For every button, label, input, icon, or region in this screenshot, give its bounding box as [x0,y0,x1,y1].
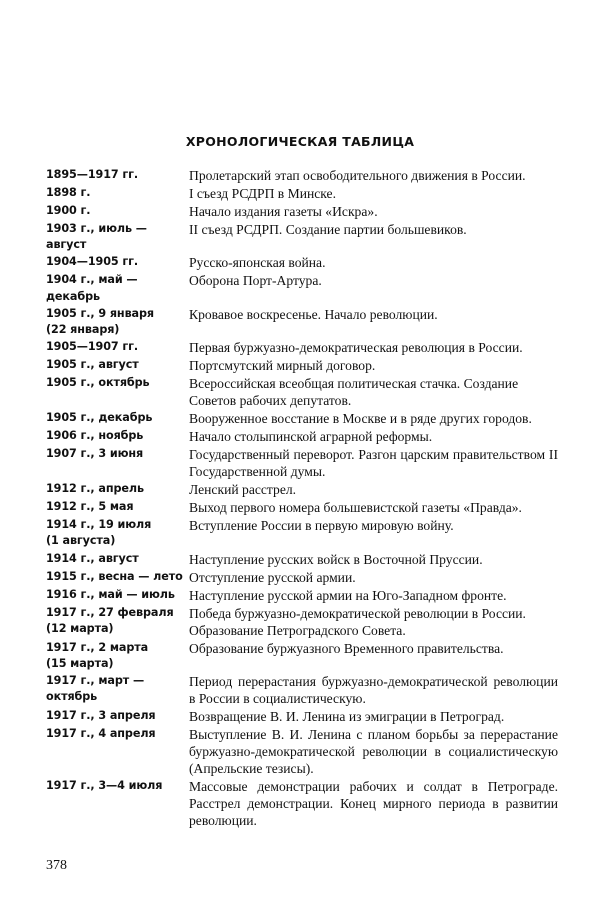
page-number: 378 [46,858,67,873]
row-date: 1912 г., апрель [46,482,144,496]
row-date: 1914 г., август [46,551,139,565]
table-row [46,254,558,271]
table-row [46,357,558,374]
table-row [46,446,558,480]
row-date: 1904 г., май — декабрь [46,273,138,303]
row-date: 1905 г., 9 января (22 января) [46,306,154,337]
row-event: II съезд РСДРП. Создание партии большевиков. [189,222,467,237]
row-date: 1904—1905 гг. [46,255,138,269]
row-event: Наступление русской армии на Юго-Западном фронте. [189,587,507,603]
row-event: Образование буржуазного Временного правительства. [189,640,504,656]
table-row [46,517,558,549]
row-event: I съезд РСДРП в Минске. [189,186,336,201]
table-row [46,551,558,568]
table-row [46,272,558,304]
table-row [46,587,558,604]
row-date: 1898 г. [46,186,91,199]
row-event: Возвращение В. И. Ленина из эмиграции в Петроград. [189,709,505,725]
row-date: 1905 г., октябрь [46,376,150,390]
row-event: Кровавое воскресенье. Начало революции. [189,306,438,322]
table-row [46,410,558,427]
table-row [46,306,558,338]
row-event: Русско-японская война. [189,255,326,271]
table-row [46,640,558,672]
row-date: 1917 г., март — октябрь [46,674,145,704]
row-event: Победа буржуазно-демократической революции в России. Образование Петроградского Совета. [189,605,526,638]
table-row [46,375,558,409]
row-event: Вооруженное восстание в Москве и в ряде других городов. [189,411,532,427]
table-row [46,203,558,220]
table-row [46,499,558,516]
row-date: 1917 г., 4 апреля [46,727,156,741]
row-date: 1917 г., 3—4 июля [46,779,163,793]
row-date: 1895—1917 гг. [46,168,138,181]
table-row [46,167,558,184]
table-row [46,221,558,253]
row-event: Наступление русских войск в Восточной Пруссии. [189,551,483,567]
row-event: Государственный переворот. Разгон царским правительством II Государственной думы. [189,447,558,480]
row-event: Начало издания газеты «Искра». [189,204,378,219]
row-event: Оборона Порт-Артура. [189,273,322,289]
row-date: 1917 г., 3 апреля [46,709,156,723]
row-event: Всероссийская всеобщая политическая стачка. Создание Советов рабочих депутатов. [189,376,519,409]
row-event: Период перерастания буржуазно-демократической революции в России в социалистическую. [189,674,558,707]
row-event: Портсмутский мирный договор. [189,358,376,374]
table-row [46,569,558,586]
row-date: 1905 г., декабрь [46,411,153,425]
table-row [46,778,558,829]
row-event: Начало столыпинской аграрной реформы. [189,429,433,445]
row-date: 1916 г., май — июль [46,587,175,601]
page-title: ХРОНОЛОГИЧЕСКАЯ ТАБЛИЦА [185,134,415,149]
table-row [46,339,558,356]
row-date: 1912 г., 5 мая [46,500,134,514]
row-date: 1915 г., весна — лето [46,569,183,583]
table-row [46,673,558,707]
row-event: Вступление России в первую мировую войну. [189,518,454,534]
table-row [46,428,558,445]
row-date: 1907 г., 3 июня [46,447,144,461]
row-event: Пролетарский этап освободительного движения в России. [189,168,526,183]
row-event: Ленский расстрел. [189,482,297,498]
table-row [46,481,558,498]
row-event: Массовые демонстрации рабочих и солдат в Петрограде. Расстрел демонстрации. Конец мирного периода в развитии революции. [189,779,558,829]
table-row [46,605,558,639]
table-row [46,185,558,202]
row-date: 1905 г., август [46,358,139,372]
row-date: 1917 г., 27 февраля (12 марта) [46,605,174,635]
row-date: 1906 г., ноябрь [46,429,144,443]
row-event: Отступление русской армии. [189,569,356,585]
row-date: 1914 г., 19 июля (1 августа) [46,518,152,548]
table-row [46,726,558,777]
chronology-table [46,167,558,830]
row-event: Выступление В. И. Ленина с планом борьбы за перерастание буржуазно-демократической революции в социалистическую (Апрельские тезисы). [189,727,558,777]
row-date: 1900 г. [46,204,91,217]
row-event: Выход первого номера большевистской газеты «Правда». [189,500,522,516]
row-event: Первая буржуазно-демократическая революция в России. [189,340,523,356]
table-row [46,708,558,725]
row-date: 1903 г., июль — август [46,222,147,252]
row-date: 1905—1907 гг. [46,340,138,354]
row-date: 1917 г., 2 марта (15 марта) [46,640,149,670]
